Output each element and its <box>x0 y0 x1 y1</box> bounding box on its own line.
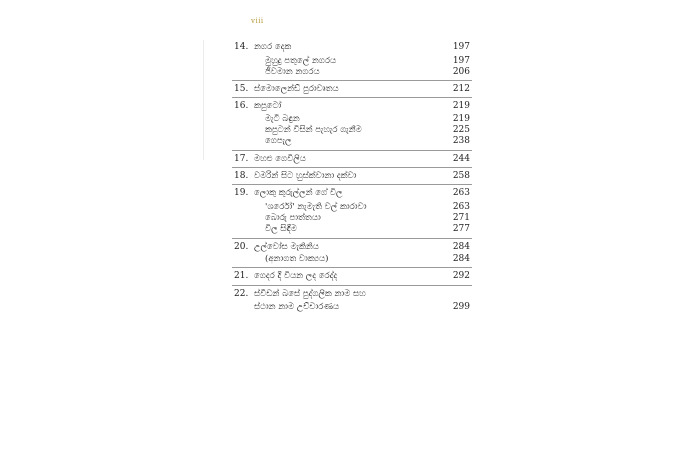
divider <box>232 238 472 239</box>
toc-entry-number: 20. <box>234 242 249 252</box>
toc-subentry-title: විල සිඳීම <box>265 224 297 234</box>
toc-subentry-title: ගෙපැල <box>265 136 292 146</box>
toc-subentry-page: 197 <box>452 56 470 66</box>
toc-entry-page: 284 <box>452 242 470 252</box>
toc-entry-page: 263 <box>452 188 470 198</box>
toc-subentry-title: (අනාගත වාක්‍යය) <box>265 254 329 264</box>
toc-entry-page: 292 <box>452 271 470 281</box>
toc-entry-title: ලොකු කුරුල්ලන් ගේ විල <box>254 188 343 198</box>
divider <box>232 97 472 98</box>
divider <box>232 184 472 185</box>
toc-entry-title: ගෙදර දී වියන ලද රෙද්ද <box>254 271 338 281</box>
divider <box>232 150 472 151</box>
toc-entry-page: 258 <box>452 171 470 181</box>
toc-entry-title: උල්වෝස මැකිනිය <box>254 242 319 252</box>
toc-entry-number: 16. <box>234 101 249 111</box>
toc-subentry-page: 271 <box>452 213 470 223</box>
page-edge-shadow <box>203 40 204 160</box>
toc-entry-page: 197 <box>452 42 470 52</box>
toc-subentry-page: 299 <box>452 302 470 312</box>
toc-entry-title: කපුටෝ <box>254 101 282 111</box>
toc-subentry-title: ස්ථාන නාම උච්චාරණය <box>254 302 340 312</box>
toc-entry-number: 17. <box>234 154 249 164</box>
toc-entry-number: 22. <box>234 289 249 299</box>
toc-subentry-title: ජීවමාන නගරය <box>265 67 320 77</box>
toc-entry-number: 19. <box>234 188 249 198</box>
toc-subentry-page: 219 <box>452 114 470 124</box>
toc-entry-number: 21. <box>234 271 249 281</box>
toc-subentry-title: බොරු පාත්තයා <box>265 213 321 223</box>
toc-subentry-page: 284 <box>452 254 470 264</box>
divider <box>232 285 472 286</box>
divider <box>232 80 472 81</box>
toc-entry-title: නගර දෙක <box>254 42 292 52</box>
toc-entry-page: 212 <box>452 84 470 94</box>
toc-subentry-page: 206 <box>452 67 470 77</box>
divider <box>232 167 472 168</box>
page-number: viii <box>251 17 264 25</box>
toc-entry-title: ස්මොලෙන්ඩ් පුරාවෘතය <box>254 84 339 94</box>
toc-subentry-page: 225 <box>452 125 470 135</box>
toc-subentry-page: 263 <box>452 202 470 212</box>
toc-subentry-title: මැටි බඳුන <box>265 114 300 124</box>
toc-subentry-page: 277 <box>452 224 470 234</box>
toc-subentry-title: කපුටන් විසින් පැහැර ගැනීම <box>265 125 362 135</box>
toc-entry-page: 244 <box>452 154 470 164</box>
toc-entry-number: 14. <box>234 42 249 52</box>
toc-entry-page: 219 <box>452 101 470 111</box>
toc-subentry-page: 238 <box>452 136 470 146</box>
toc-entry-title: වමරින් සිට හුස්ක්වානා දක්වා <box>254 171 357 181</box>
toc-subentry-title: මුහුදු පතුලේ නගරය <box>265 56 337 66</box>
toc-entry-number: 18. <box>234 171 249 181</box>
toc-entry-number: 15. <box>234 84 249 94</box>
toc-entry-title: ස්වීඩන් බසේ පුද්ගලික නාම සහ <box>254 289 366 299</box>
toc-subentry-title: 'ශර්රෝ' නැමැති වල් කාරාවා <box>265 202 367 212</box>
toc-entry-title: මහළු ගෙවිලිය <box>254 154 306 164</box>
divider <box>232 267 472 268</box>
